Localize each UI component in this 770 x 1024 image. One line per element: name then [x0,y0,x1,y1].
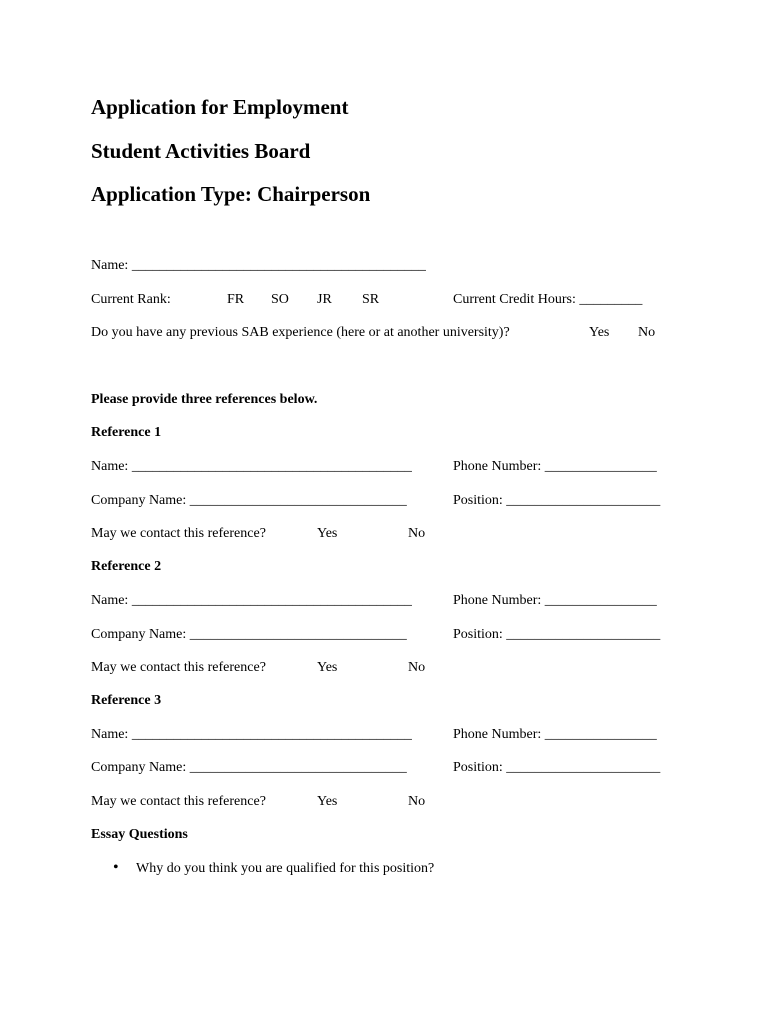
application-type-title: Application Type: Chairperson [91,182,371,206]
credit-hours-field[interactable]: Current Credit Hours: _________ [453,292,643,307]
reference-2-name-field[interactable]: Name: ________________________________________ [91,593,412,608]
reference-1-yes-option[interactable]: Yes [317,526,338,541]
reference-3-phone-field[interactable]: Phone Number: ________________ [453,727,657,742]
reference-1-company-field[interactable]: Company Name: _______________________________ [91,493,407,508]
rank-option-jr[interactable]: JR [317,292,332,307]
page-title: Application for Employment [91,95,349,119]
sab-yes-option[interactable]: Yes [589,325,610,340]
reference-1-contact-question: May we contact this reference? [91,526,266,541]
reference-3-heading: Reference 3 [91,693,162,708]
reference-1-heading: Reference 1 [91,425,162,440]
reference-3-contact-question: May we contact this reference? [91,794,266,809]
reference-2-position-field[interactable]: Position: ______________________ [453,627,661,642]
rank-option-fr[interactable]: FR [227,292,245,307]
current-rank-label: Current Rank: [91,292,171,307]
reference-1-no-option[interactable]: No [408,526,426,541]
reference-3-position-field[interactable]: Position: ______________________ [453,760,661,775]
organization-title: Student Activities Board [91,139,311,163]
reference-2-phone-field[interactable]: Phone Number: ________________ [453,593,657,608]
reference-2-no-option[interactable]: No [408,660,426,675]
rank-option-so[interactable]: SO [271,292,289,307]
reference-1-position-field[interactable]: Position: ______________________ [453,493,661,508]
reference-2-company-field[interactable]: Company Name: _______________________________ [91,627,407,642]
references-intro: Please provide three references below. [91,392,318,407]
sab-no-option[interactable]: No [638,325,656,340]
rank-option-sr[interactable]: SR [362,292,380,307]
reference-1-name-field[interactable]: Name: ________________________________________ [91,459,412,474]
sab-experience-question: Do you have any previous SAB experience (here or at another university)? [91,325,510,340]
essay-question-1: Why do you think you are qualified for this position? [136,861,435,876]
reference-3-yes-option[interactable]: Yes [317,794,338,809]
bullet-icon: • [113,859,119,876]
reference-3-no-option[interactable]: No [408,794,426,809]
reference-1-phone-field[interactable]: Phone Number: ________________ [453,459,657,474]
applicant-name-field[interactable]: Name: __________________________________________ [91,258,426,273]
reference-2-contact-question: May we contact this reference? [91,660,266,675]
reference-2-heading: Reference 2 [91,559,162,574]
reference-3-company-field[interactable]: Company Name: _______________________________ [91,760,407,775]
reference-3-name-field[interactable]: Name: ________________________________________ [91,727,412,742]
essay-questions-heading: Essay Questions [91,827,188,842]
reference-2-yes-option[interactable]: Yes [317,660,338,675]
